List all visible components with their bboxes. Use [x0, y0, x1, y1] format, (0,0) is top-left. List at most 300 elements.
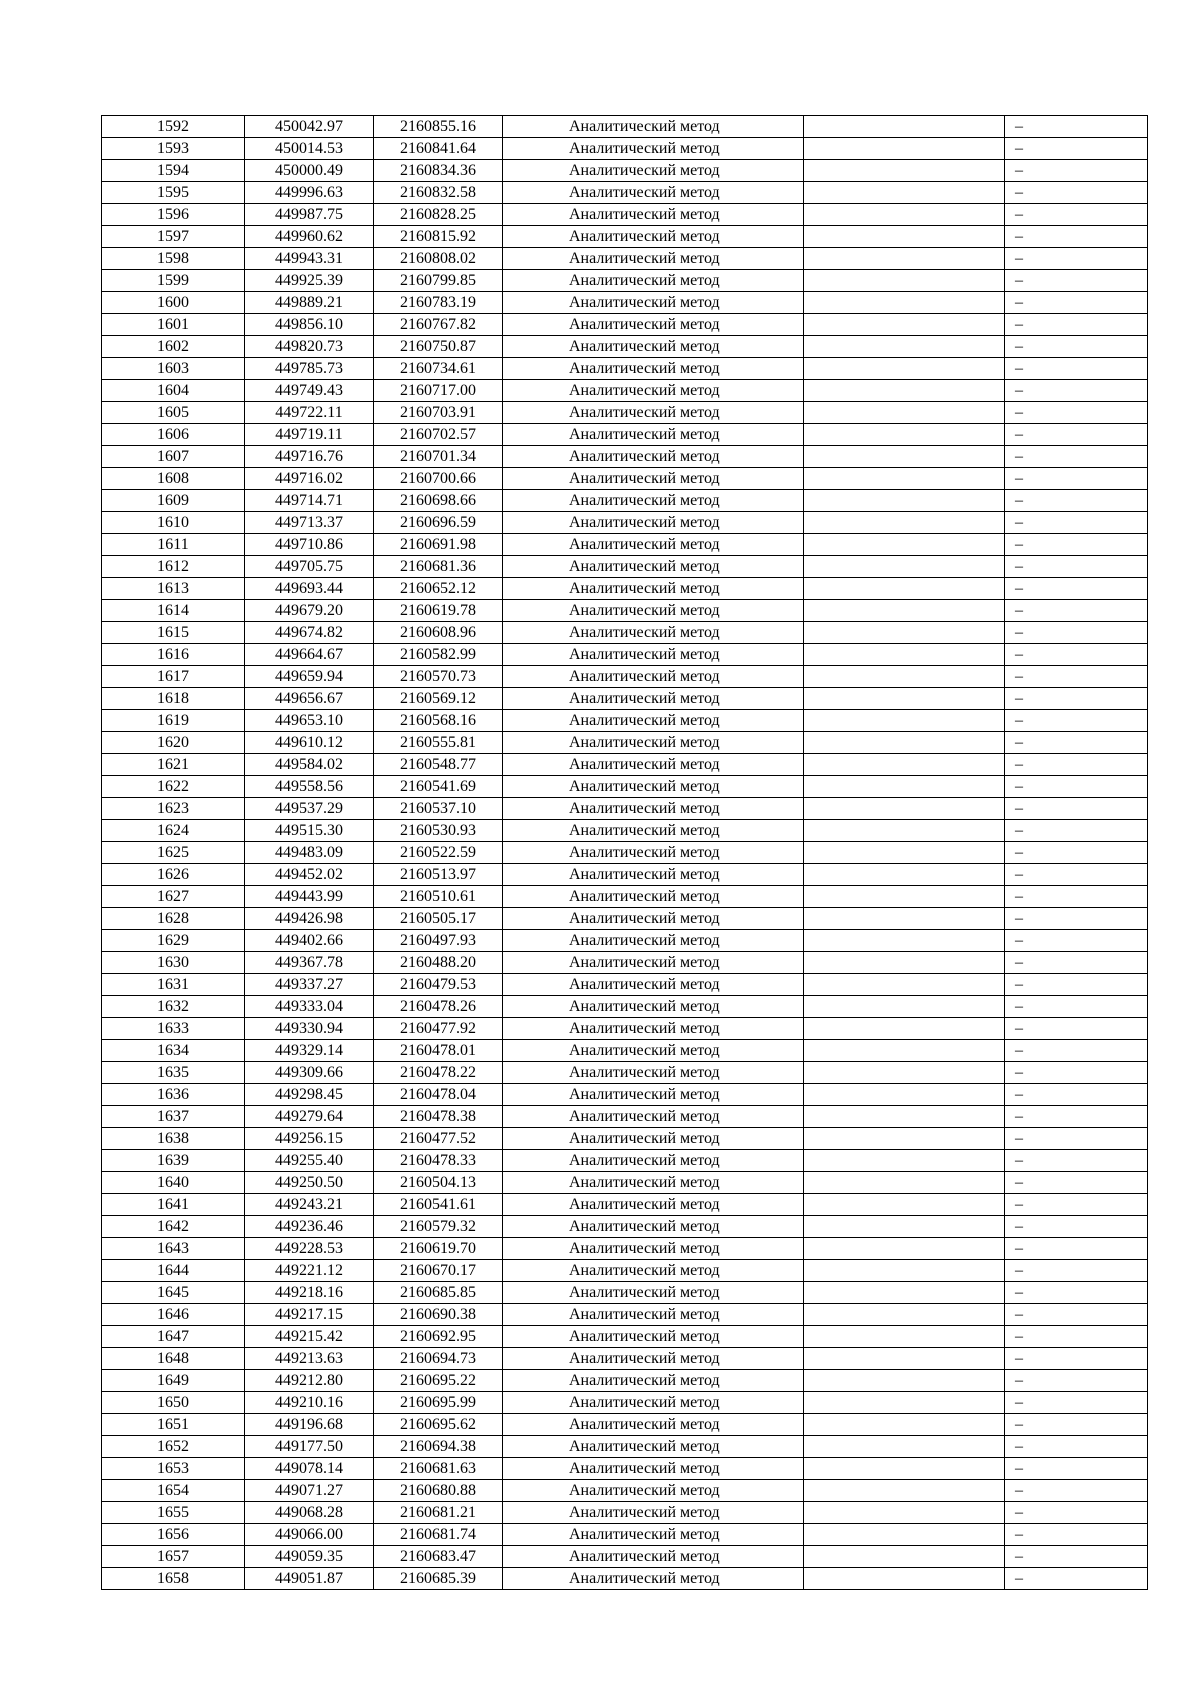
point-number-cell: 1645	[102, 1282, 245, 1304]
empty-cell	[804, 1370, 1005, 1392]
point-number-cell: 1640	[102, 1172, 245, 1194]
point-number-cell: 1655	[102, 1502, 245, 1524]
empty-cell	[804, 1568, 1005, 1590]
point-number-cell: 1621	[102, 754, 245, 776]
dash-cell: –	[1005, 1370, 1148, 1392]
y-coordinate-cell: 2160488.20	[374, 952, 503, 974]
dash-cell: –	[1005, 1480, 1148, 1502]
y-coordinate-cell: 2160692.95	[374, 1326, 503, 1348]
empty-cell	[804, 974, 1005, 996]
table-row	[102, 1348, 1148, 1370]
method-cell: Аналитический метод	[503, 1260, 804, 1282]
y-coordinate-cell: 2160685.39	[374, 1568, 503, 1590]
table-row	[102, 1480, 1148, 1502]
table-row	[102, 1194, 1148, 1216]
dash-cell: –	[1005, 1106, 1148, 1128]
method-cell: Аналитический метод	[503, 1348, 804, 1370]
dash-cell: –	[1005, 1216, 1148, 1238]
method-cell: Аналитический метод	[503, 512, 804, 534]
table-row	[102, 446, 1148, 468]
x-coordinate-cell: 449674.82	[245, 622, 374, 644]
y-coordinate-cell: 2160505.17	[374, 908, 503, 930]
point-number-cell: 1649	[102, 1370, 245, 1392]
dash-cell: –	[1005, 908, 1148, 930]
y-coordinate-cell: 2160832.58	[374, 182, 503, 204]
empty-cell	[804, 358, 1005, 380]
dash-cell: –	[1005, 1040, 1148, 1062]
point-number-cell: 1594	[102, 160, 245, 182]
table-row	[102, 424, 1148, 446]
dash-cell: –	[1005, 952, 1148, 974]
y-coordinate-cell: 2160478.26	[374, 996, 503, 1018]
table-row	[102, 1216, 1148, 1238]
dash-cell: –	[1005, 556, 1148, 578]
y-coordinate-cell: 2160477.92	[374, 1018, 503, 1040]
point-number-cell: 1632	[102, 996, 245, 1018]
table-row	[102, 182, 1148, 204]
x-coordinate-cell: 450000.49	[245, 160, 374, 182]
dash-cell: –	[1005, 1524, 1148, 1546]
y-coordinate-cell: 2160541.61	[374, 1194, 503, 1216]
table-row	[102, 226, 1148, 248]
dash-cell: –	[1005, 424, 1148, 446]
table-row	[102, 776, 1148, 798]
empty-cell	[804, 666, 1005, 688]
dash-cell: –	[1005, 710, 1148, 732]
table-row	[102, 314, 1148, 336]
x-coordinate-cell: 449716.76	[245, 446, 374, 468]
table-row	[102, 908, 1148, 930]
dash-cell: –	[1005, 1260, 1148, 1282]
table-row	[102, 1546, 1148, 1568]
method-cell: Аналитический метод	[503, 1458, 804, 1480]
empty-cell	[804, 1128, 1005, 1150]
method-cell: Аналитический метод	[503, 402, 804, 424]
method-cell: Аналитический метод	[503, 292, 804, 314]
x-coordinate-cell: 449610.12	[245, 732, 374, 754]
x-coordinate-cell: 449664.67	[245, 644, 374, 666]
table-row	[102, 578, 1148, 600]
dash-cell: –	[1005, 886, 1148, 908]
dash-cell: –	[1005, 1238, 1148, 1260]
y-coordinate-cell: 2160690.38	[374, 1304, 503, 1326]
table-row	[102, 1238, 1148, 1260]
table-row	[102, 1260, 1148, 1282]
x-coordinate-cell: 449330.94	[245, 1018, 374, 1040]
x-coordinate-cell: 449236.46	[245, 1216, 374, 1238]
y-coordinate-cell: 2160717.00	[374, 380, 503, 402]
y-coordinate-cell: 2160680.88	[374, 1480, 503, 1502]
method-cell: Аналитический метод	[503, 1436, 804, 1458]
table-row	[102, 512, 1148, 534]
dash-cell: –	[1005, 248, 1148, 270]
coordinates-table-body	[102, 116, 1148, 1590]
dash-cell: –	[1005, 270, 1148, 292]
y-coordinate-cell: 2160569.12	[374, 688, 503, 710]
method-cell: Аналитический метод	[503, 1018, 804, 1040]
x-coordinate-cell: 449960.62	[245, 226, 374, 248]
dash-cell: –	[1005, 930, 1148, 952]
x-coordinate-cell: 449051.87	[245, 1568, 374, 1590]
x-coordinate-cell: 449719.11	[245, 424, 374, 446]
method-cell: Аналитический метод	[503, 226, 804, 248]
dash-cell: –	[1005, 842, 1148, 864]
x-coordinate-cell: 449749.43	[245, 380, 374, 402]
x-coordinate-cell: 449329.14	[245, 1040, 374, 1062]
table-row	[102, 1062, 1148, 1084]
x-coordinate-cell: 449250.50	[245, 1172, 374, 1194]
x-coordinate-cell: 449218.16	[245, 1282, 374, 1304]
y-coordinate-cell: 2160834.36	[374, 160, 503, 182]
x-coordinate-cell: 449714.71	[245, 490, 374, 512]
dash-cell: –	[1005, 1172, 1148, 1194]
x-coordinate-cell: 449215.42	[245, 1326, 374, 1348]
empty-cell	[804, 1348, 1005, 1370]
table-row	[102, 1414, 1148, 1436]
x-coordinate-cell: 449255.40	[245, 1150, 374, 1172]
point-number-cell: 1592	[102, 116, 245, 138]
y-coordinate-cell: 2160478.01	[374, 1040, 503, 1062]
table-row	[102, 1458, 1148, 1480]
y-coordinate-cell: 2160513.97	[374, 864, 503, 886]
dash-cell: –	[1005, 182, 1148, 204]
x-coordinate-cell: 449713.37	[245, 512, 374, 534]
dash-cell: –	[1005, 666, 1148, 688]
table-row	[102, 380, 1148, 402]
method-cell: Аналитический метод	[503, 556, 804, 578]
table-row	[102, 160, 1148, 182]
x-coordinate-cell: 449558.56	[245, 776, 374, 798]
dash-cell: –	[1005, 820, 1148, 842]
point-number-cell: 1613	[102, 578, 245, 600]
y-coordinate-cell: 2160681.21	[374, 1502, 503, 1524]
method-cell: Аналитический метод	[503, 1414, 804, 1436]
point-number-cell: 1638	[102, 1128, 245, 1150]
table-row	[102, 1282, 1148, 1304]
dash-cell: –	[1005, 622, 1148, 644]
y-coordinate-cell: 2160477.52	[374, 1128, 503, 1150]
y-coordinate-cell: 2160828.25	[374, 204, 503, 226]
method-cell: Аналитический метод	[503, 270, 804, 292]
x-coordinate-cell: 449693.44	[245, 578, 374, 600]
table-row	[102, 754, 1148, 776]
point-number-cell: 1650	[102, 1392, 245, 1414]
x-coordinate-cell: 449196.68	[245, 1414, 374, 1436]
dash-cell: –	[1005, 1150, 1148, 1172]
method-cell: Аналитический метод	[503, 204, 804, 226]
empty-cell	[804, 204, 1005, 226]
x-coordinate-cell: 449483.09	[245, 842, 374, 864]
method-cell: Аналитический метод	[503, 1216, 804, 1238]
x-coordinate-cell: 450014.53	[245, 138, 374, 160]
empty-cell	[804, 424, 1005, 446]
empty-cell	[804, 116, 1005, 138]
dash-cell: –	[1005, 402, 1148, 424]
y-coordinate-cell: 2160685.85	[374, 1282, 503, 1304]
empty-cell	[804, 644, 1005, 666]
table-row	[102, 1128, 1148, 1150]
dash-cell: –	[1005, 292, 1148, 314]
point-number-cell: 1599	[102, 270, 245, 292]
empty-cell	[804, 798, 1005, 820]
point-number-cell: 1606	[102, 424, 245, 446]
table-row	[102, 952, 1148, 974]
table-row	[102, 138, 1148, 160]
dash-cell: –	[1005, 996, 1148, 1018]
empty-cell	[804, 600, 1005, 622]
point-number-cell: 1603	[102, 358, 245, 380]
y-coordinate-cell: 2160478.22	[374, 1062, 503, 1084]
dash-cell: –	[1005, 1062, 1148, 1084]
point-number-cell: 1630	[102, 952, 245, 974]
empty-cell	[804, 1106, 1005, 1128]
y-coordinate-cell: 2160522.59	[374, 842, 503, 864]
x-coordinate-cell: 449584.02	[245, 754, 374, 776]
empty-cell	[804, 1414, 1005, 1436]
y-coordinate-cell: 2160619.70	[374, 1238, 503, 1260]
empty-cell	[804, 1304, 1005, 1326]
method-cell: Аналитический метод	[503, 1084, 804, 1106]
y-coordinate-cell: 2160694.38	[374, 1436, 503, 1458]
method-cell: Аналитический метод	[503, 1370, 804, 1392]
table-row	[102, 116, 1148, 138]
y-coordinate-cell: 2160582.99	[374, 644, 503, 666]
empty-cell	[804, 380, 1005, 402]
method-cell: Аналитический метод	[503, 798, 804, 820]
point-number-cell: 1644	[102, 1260, 245, 1282]
y-coordinate-cell: 2160767.82	[374, 314, 503, 336]
point-number-cell: 1610	[102, 512, 245, 534]
point-number-cell: 1625	[102, 842, 245, 864]
table-row	[102, 732, 1148, 754]
point-number-cell: 1623	[102, 798, 245, 820]
table-row	[102, 1106, 1148, 1128]
y-coordinate-cell: 2160698.66	[374, 490, 503, 512]
table-row	[102, 666, 1148, 688]
method-cell: Аналитический метод	[503, 1546, 804, 1568]
method-cell: Аналитический метод	[503, 1150, 804, 1172]
y-coordinate-cell: 2160701.34	[374, 446, 503, 468]
x-coordinate-cell: 449210.16	[245, 1392, 374, 1414]
point-number-cell: 1646	[102, 1304, 245, 1326]
empty-cell	[804, 710, 1005, 732]
point-number-cell: 1622	[102, 776, 245, 798]
empty-cell	[804, 534, 1005, 556]
point-number-cell: 1641	[102, 1194, 245, 1216]
x-coordinate-cell: 449066.00	[245, 1524, 374, 1546]
table-row	[102, 1524, 1148, 1546]
empty-cell	[804, 1436, 1005, 1458]
empty-cell	[804, 1216, 1005, 1238]
dash-cell: –	[1005, 1392, 1148, 1414]
x-coordinate-cell: 449228.53	[245, 1238, 374, 1260]
dash-cell: –	[1005, 974, 1148, 996]
point-number-cell: 1593	[102, 138, 245, 160]
point-number-cell: 1652	[102, 1436, 245, 1458]
y-coordinate-cell: 2160681.74	[374, 1524, 503, 1546]
dash-cell: –	[1005, 644, 1148, 666]
y-coordinate-cell: 2160702.57	[374, 424, 503, 446]
y-coordinate-cell: 2160841.64	[374, 138, 503, 160]
method-cell: Аналитический метод	[503, 138, 804, 160]
dash-cell: –	[1005, 1348, 1148, 1370]
y-coordinate-cell: 2160695.99	[374, 1392, 503, 1414]
x-coordinate-cell: 449996.63	[245, 182, 374, 204]
empty-cell	[804, 512, 1005, 534]
method-cell: Аналитический метод	[503, 1282, 804, 1304]
point-number-cell: 1651	[102, 1414, 245, 1436]
point-number-cell: 1615	[102, 622, 245, 644]
x-coordinate-cell: 449925.39	[245, 270, 374, 292]
x-coordinate-cell: 449337.27	[245, 974, 374, 996]
x-coordinate-cell: 449221.12	[245, 1260, 374, 1282]
x-coordinate-cell: 449217.15	[245, 1304, 374, 1326]
empty-cell	[804, 1150, 1005, 1172]
point-number-cell: 1607	[102, 446, 245, 468]
table-row	[102, 864, 1148, 886]
method-cell: Аналитический метод	[503, 1326, 804, 1348]
x-coordinate-cell: 449279.64	[245, 1106, 374, 1128]
point-number-cell: 1634	[102, 1040, 245, 1062]
x-coordinate-cell: 449722.11	[245, 402, 374, 424]
y-coordinate-cell: 2160548.77	[374, 754, 503, 776]
empty-cell	[804, 1524, 1005, 1546]
method-cell: Аналитический метод	[503, 468, 804, 490]
y-coordinate-cell: 2160568.16	[374, 710, 503, 732]
x-coordinate-cell: 449856.10	[245, 314, 374, 336]
x-coordinate-cell: 449309.66	[245, 1062, 374, 1084]
y-coordinate-cell: 2160537.10	[374, 798, 503, 820]
table-row	[102, 1304, 1148, 1326]
point-number-cell: 1620	[102, 732, 245, 754]
dash-cell: –	[1005, 1458, 1148, 1480]
y-coordinate-cell: 2160696.59	[374, 512, 503, 534]
method-cell: Аналитический метод	[503, 886, 804, 908]
dash-cell: –	[1005, 1304, 1148, 1326]
table-row	[102, 1568, 1148, 1590]
x-coordinate-cell: 449656.67	[245, 688, 374, 710]
x-coordinate-cell: 449298.45	[245, 1084, 374, 1106]
method-cell: Аналитический метод	[503, 358, 804, 380]
x-coordinate-cell: 449426.98	[245, 908, 374, 930]
point-number-cell: 1628	[102, 908, 245, 930]
y-coordinate-cell: 2160681.63	[374, 1458, 503, 1480]
dash-cell: –	[1005, 226, 1148, 248]
y-coordinate-cell: 2160504.13	[374, 1172, 503, 1194]
y-coordinate-cell: 2160815.92	[374, 226, 503, 248]
dash-cell: –	[1005, 1282, 1148, 1304]
empty-cell	[804, 446, 1005, 468]
empty-cell	[804, 578, 1005, 600]
method-cell: Аналитический метод	[503, 446, 804, 468]
dash-cell: –	[1005, 336, 1148, 358]
table-row	[102, 292, 1148, 314]
x-coordinate-cell: 449256.15	[245, 1128, 374, 1150]
point-number-cell: 1635	[102, 1062, 245, 1084]
table-row	[102, 358, 1148, 380]
point-number-cell: 1608	[102, 468, 245, 490]
method-cell: Аналитический метод	[503, 534, 804, 556]
point-number-cell: 1642	[102, 1216, 245, 1238]
method-cell: Аналитический метод	[503, 336, 804, 358]
dash-cell: –	[1005, 732, 1148, 754]
y-coordinate-cell: 2160750.87	[374, 336, 503, 358]
y-coordinate-cell: 2160541.69	[374, 776, 503, 798]
table-row	[102, 974, 1148, 996]
y-coordinate-cell: 2160691.98	[374, 534, 503, 556]
table-row	[102, 842, 1148, 864]
point-number-cell: 1617	[102, 666, 245, 688]
empty-cell	[804, 138, 1005, 160]
dash-cell: –	[1005, 1502, 1148, 1524]
point-number-cell: 1643	[102, 1238, 245, 1260]
table-row	[102, 1150, 1148, 1172]
y-coordinate-cell: 2160478.33	[374, 1150, 503, 1172]
dash-cell: –	[1005, 776, 1148, 798]
method-cell: Аналитический метод	[503, 776, 804, 798]
method-cell: Аналитический метод	[503, 974, 804, 996]
point-number-cell: 1639	[102, 1150, 245, 1172]
empty-cell	[804, 1018, 1005, 1040]
dash-cell: –	[1005, 534, 1148, 556]
table-row	[102, 688, 1148, 710]
y-coordinate-cell: 2160700.66	[374, 468, 503, 490]
point-number-cell: 1605	[102, 402, 245, 424]
point-number-cell: 1629	[102, 930, 245, 952]
x-coordinate-cell: 449402.66	[245, 930, 374, 952]
point-number-cell: 1633	[102, 1018, 245, 1040]
table-row	[102, 1084, 1148, 1106]
dash-cell: –	[1005, 160, 1148, 182]
table-row	[102, 930, 1148, 952]
table-row	[102, 248, 1148, 270]
x-coordinate-cell: 449889.21	[245, 292, 374, 314]
y-coordinate-cell: 2160783.19	[374, 292, 503, 314]
table-row	[102, 622, 1148, 644]
point-number-cell: 1654	[102, 1480, 245, 1502]
x-coordinate-cell: 449710.86	[245, 534, 374, 556]
point-number-cell: 1658	[102, 1568, 245, 1590]
empty-cell	[804, 1194, 1005, 1216]
x-coordinate-cell: 449078.14	[245, 1458, 374, 1480]
empty-cell	[804, 556, 1005, 578]
method-cell: Аналитический метод	[503, 1040, 804, 1062]
method-cell: Аналитический метод	[503, 116, 804, 138]
y-coordinate-cell: 2160497.93	[374, 930, 503, 952]
empty-cell	[804, 820, 1005, 842]
table-row	[102, 534, 1148, 556]
method-cell: Аналитический метод	[503, 754, 804, 776]
method-cell: Аналитический метод	[503, 490, 804, 512]
empty-cell	[804, 1458, 1005, 1480]
table-row	[102, 270, 1148, 292]
x-coordinate-cell: 449705.75	[245, 556, 374, 578]
method-cell: Аналитический метод	[503, 578, 804, 600]
method-cell: Аналитический метод	[503, 1238, 804, 1260]
empty-cell	[804, 930, 1005, 952]
y-coordinate-cell: 2160619.78	[374, 600, 503, 622]
x-coordinate-cell: 449659.94	[245, 666, 374, 688]
method-cell: Аналитический метод	[503, 160, 804, 182]
x-coordinate-cell: 449333.04	[245, 996, 374, 1018]
y-coordinate-cell: 2160695.22	[374, 1370, 503, 1392]
dash-cell: –	[1005, 600, 1148, 622]
dash-cell: –	[1005, 1326, 1148, 1348]
point-number-cell: 1647	[102, 1326, 245, 1348]
point-number-cell: 1609	[102, 490, 245, 512]
table-row	[102, 336, 1148, 358]
method-cell: Аналитический метод	[503, 1502, 804, 1524]
